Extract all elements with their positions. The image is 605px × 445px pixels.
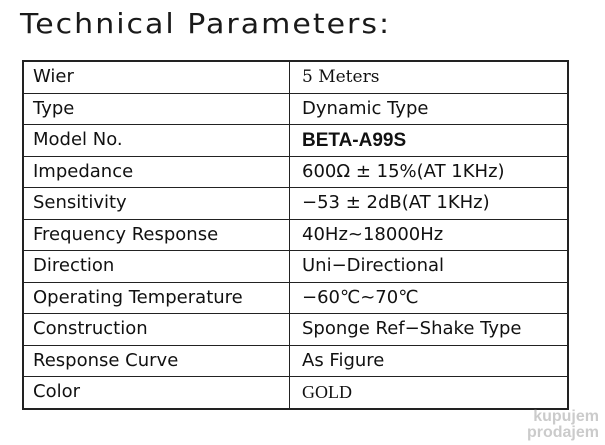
param-value-type: Dynamic Type xyxy=(290,93,569,125)
param-value-color: GOLD xyxy=(290,377,569,409)
table-row xyxy=(23,125,568,157)
param-label-operating-temperature: Operating Temperature xyxy=(23,282,290,314)
param-value-response-curve: As Figure xyxy=(290,345,569,377)
table-row xyxy=(23,188,568,220)
table-row xyxy=(23,377,568,409)
param-label-color: Color xyxy=(23,377,290,409)
watermark-line-1: kupujem xyxy=(533,408,599,425)
page-title: Technical Parameters: xyxy=(20,8,392,41)
param-label-wire: Wier xyxy=(23,61,290,93)
param-value-construction: Sponge Ref−Shake Type xyxy=(290,314,569,346)
table-row xyxy=(23,282,568,314)
param-value-model: BETA-A99S xyxy=(290,125,569,157)
param-value-frequency-response: 40Hz~18000Hz xyxy=(290,219,569,251)
param-label-type: Type xyxy=(23,93,290,125)
watermark xyxy=(527,409,599,441)
param-value-impedance: 600Ω ± 15%(AT 1KHz) xyxy=(290,156,569,188)
param-label-impedance: Impedance xyxy=(23,156,290,188)
table-row xyxy=(23,156,568,188)
table-row xyxy=(23,314,568,346)
technical-parameters-table xyxy=(22,60,569,410)
param-value-operating-temperature: −60℃~70℃ xyxy=(290,282,569,314)
param-value-direction: Uni−Directional xyxy=(290,251,569,283)
param-label-direction: Direction xyxy=(23,251,290,283)
table-row xyxy=(23,93,568,125)
param-value-wire: 5 Meters xyxy=(290,61,569,93)
param-value-sensitivity: −53 ± 2dB(AT 1KHz) xyxy=(290,188,569,220)
table-row xyxy=(23,61,568,93)
table-row xyxy=(23,345,568,377)
param-label-response-curve: Response Curve xyxy=(23,345,290,377)
watermark-line-2: prodajem xyxy=(526,424,599,441)
table-row xyxy=(23,219,568,251)
param-label-model: Model No. xyxy=(23,125,290,157)
param-label-sensitivity: Sensitivity xyxy=(23,188,290,220)
param-label-frequency-response: Frequency Response xyxy=(23,219,290,251)
table-row xyxy=(23,251,568,283)
param-label-construction: Construction xyxy=(23,314,290,346)
